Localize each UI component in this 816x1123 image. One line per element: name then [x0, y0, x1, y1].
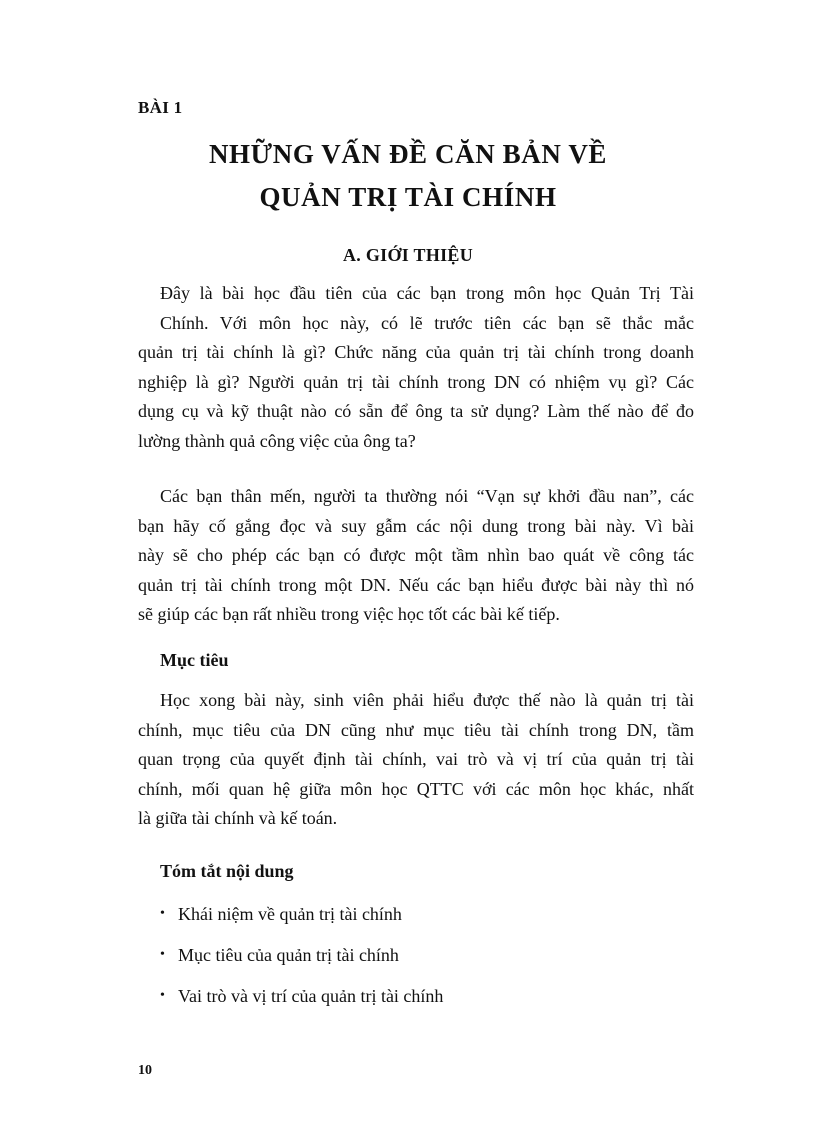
paragraph-line: nghiệp là gì? Người quản trị tài chính trong DN có nhiệm vụ gì? Các — [138, 371, 694, 392]
paragraph-line: quản trị tài chính trong một DN. Nếu các bạn hiểu được bài này thì nó — [138, 574, 694, 595]
list-item — [160, 902, 443, 943]
second-paragraph — [138, 482, 694, 630]
paragraph-line: là giữa tài chính và kế toán. — [138, 808, 338, 828]
paragraph-line: quan trọng của quyết định tài chính, vai trò và vị trí của quản trị tài — [138, 749, 694, 769]
objective-heading: Mục tiêu — [160, 650, 229, 670]
list-item-text: Mục tiêu của quản trị tài chính — [178, 945, 399, 965]
lesson-title-line-2: QUẢN TRỊ TÀI CHÍNH — [259, 182, 557, 212]
paragraph-line: Chính. Với môn học này, có lẽ trước tiên các bạn sẽ thắc mắc — [160, 312, 694, 333]
summary-heading: Tóm tắt nội dung — [160, 861, 294, 881]
objective-paragraph — [138, 686, 694, 834]
bullet-icon: • — [160, 906, 165, 921]
paragraph-line: chính, mục tiêu của DN cũng như mục tiêu tài chính trong DN, tầm — [138, 719, 694, 740]
list-item — [160, 984, 443, 1025]
paragraph-line: bạn hãy cố gắng đọc và suy gẫm các nội dung trong bài này. Vì bài — [138, 515, 694, 536]
lesson-title-line-1: NHỮNG VẤN ĐỀ CĂN BẢN VỀ — [208, 139, 608, 169]
paragraph-line: chính, mối quan hệ giữa môn học QTTC với các môn học khác, nhất — [138, 778, 694, 799]
paragraph-line: Các bạn thân mến, người ta thường nói “Vạn sự khởi đầu nan”, các — [160, 486, 694, 506]
paragraph-line: sẽ giúp các bạn rất nhiều trong việc học tốt các bài kế tiếp. — [138, 604, 560, 624]
lesson-label: BÀI 1 — [138, 98, 183, 117]
section-heading-introduction: A. GIỚI THIỆU — [342, 245, 474, 265]
list-item-text: Khái niệm về quản trị tài chính — [178, 904, 402, 924]
summary-list — [160, 902, 443, 1025]
paragraph-line: này sẽ cho phép các bạn có được một tầm nhìn bao quát về công tác — [138, 545, 694, 565]
paragraph-line: lường thành quả công việc của ông ta? — [138, 430, 416, 451]
paragraph-line: dụng cụ và kỹ thuật nào có sẵn để ông ta sử dụng? Làm thế nào để đo — [138, 401, 694, 421]
paragraph-line: Học xong bài này, sinh viên phải hiểu được thế nào là quản trị tài — [160, 690, 694, 710]
bullet-icon: • — [160, 947, 165, 962]
paragraph-line: quản trị tài chính là gì? Chức năng của quản trị tài chính trong doanh — [138, 342, 694, 362]
intro-paragraph — [138, 279, 694, 456]
paragraph-line: Đây là bài học đầu tiên của các bạn trong môn học Quản Trị Tài — [160, 283, 694, 303]
list-item — [160, 943, 443, 984]
list-item-text: Vai trò và vị trí của quản trị tài chính — [178, 986, 444, 1006]
bullet-icon: • — [160, 988, 165, 1003]
page-number: 10 — [138, 1063, 152, 1078]
